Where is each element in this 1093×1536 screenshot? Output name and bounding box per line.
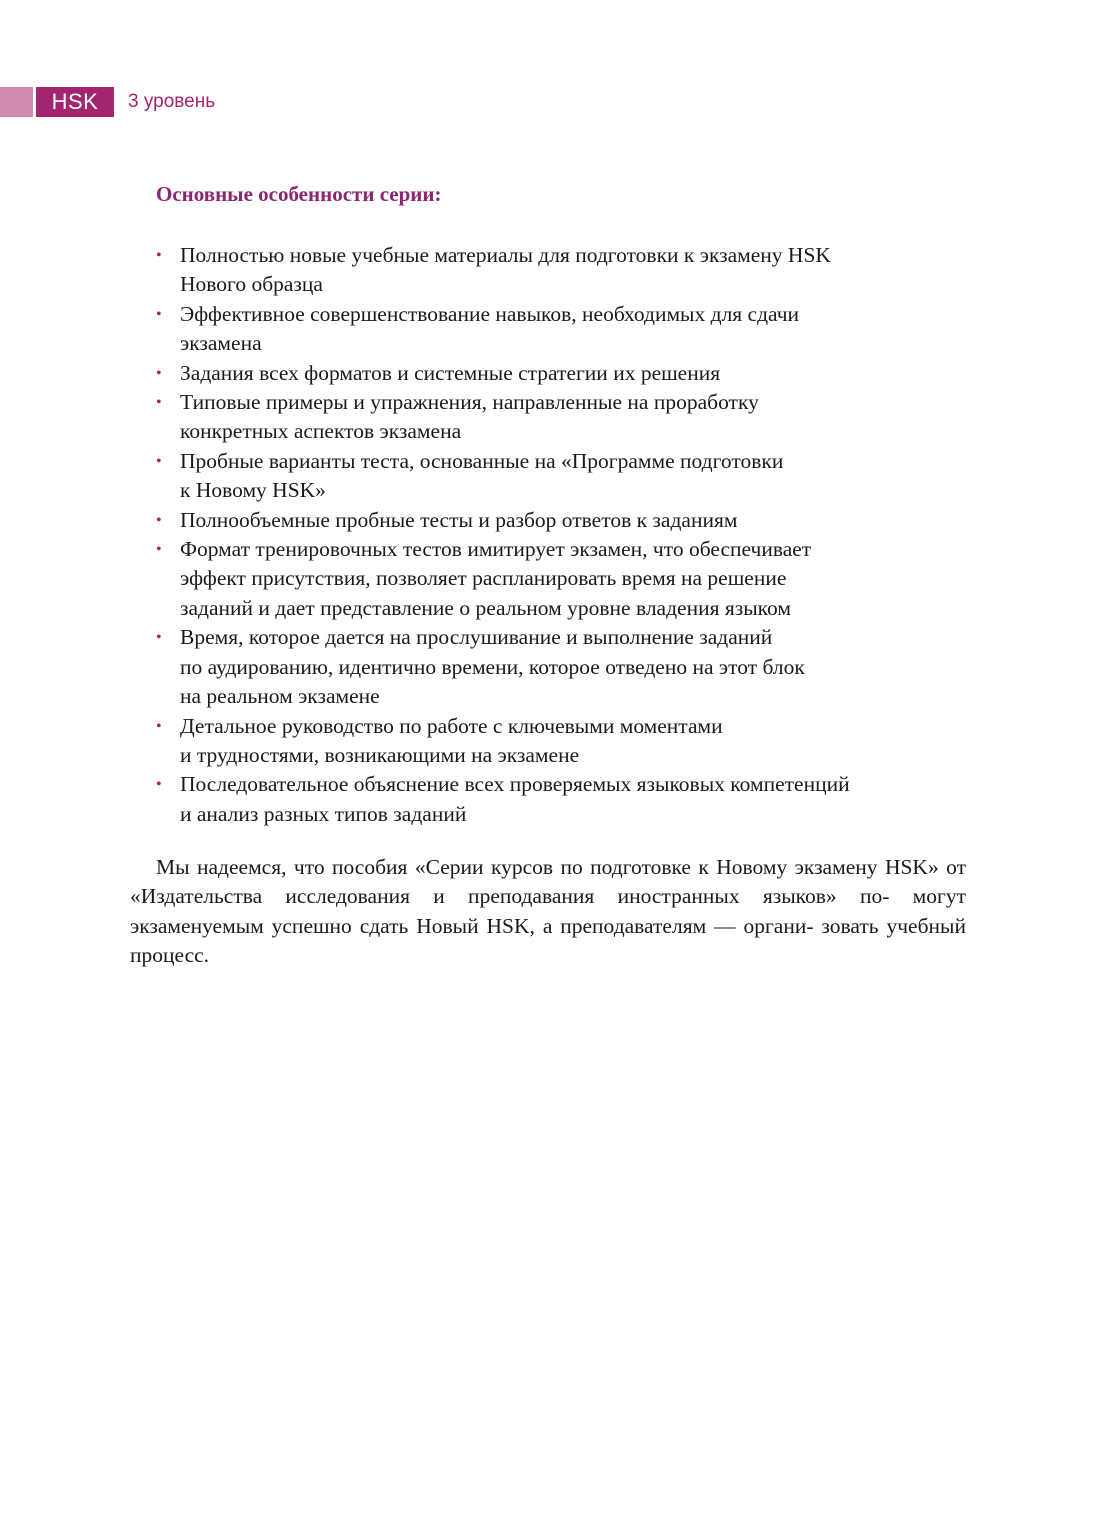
list-item bbox=[156, 506, 966, 535]
hsk-badge: HSK bbox=[36, 87, 114, 117]
list-item-line: Детальное руководство по работе с ключевыми моментами bbox=[180, 713, 723, 738]
list-item-line: к Новому HSK» bbox=[180, 478, 326, 503]
section-title: Основные особенности серии: bbox=[156, 182, 442, 206]
paragraph-line: Мы надеемся, что пособия «Серии курсов по подготовке к Новому экзамену bbox=[156, 855, 878, 879]
list-item-line: по аудированию, идентично времени, которое отведено на этот блок bbox=[180, 654, 805, 679]
list-item-line: и трудностями, возникающими на экзамене bbox=[180, 742, 580, 767]
list-item-line: экзамена bbox=[180, 331, 262, 356]
list-item bbox=[156, 535, 966, 623]
list-item bbox=[156, 447, 966, 506]
bullet-icon: • bbox=[156, 247, 162, 264]
list-item-line: и анализ разных типов заданий bbox=[180, 801, 467, 826]
bullet-icon: • bbox=[156, 776, 162, 794]
list-item-line: Формат тренировочных тестов имитирует экзамен, что обеспечивает bbox=[180, 537, 812, 562]
closing-paragraph bbox=[130, 853, 966, 971]
list-item-line: Полнообъемные пробные тесты и разбор ответов к заданиям bbox=[180, 507, 738, 532]
bullet-icon: • bbox=[156, 394, 162, 412]
bullet-icon: • bbox=[156, 364, 162, 382]
bullet-icon: • bbox=[156, 629, 162, 647]
list-item bbox=[156, 300, 966, 359]
bullet-icon: • bbox=[156, 305, 162, 323]
header-accent-stripe bbox=[0, 87, 33, 117]
level-label: 3 уровень bbox=[128, 91, 216, 112]
list-item-line: Время, которое дается на прослушивание и выполнение заданий bbox=[180, 625, 773, 650]
list-item-line: Эффективное совершенствование навыков, необходимых для сдачи bbox=[180, 301, 800, 326]
list-item-line: Типовые примеры и упражнения, направленные на проработку bbox=[180, 390, 759, 415]
list-item bbox=[156, 623, 966, 711]
paragraph-line: зовать учебный процесс. bbox=[130, 913, 966, 968]
list-item-line: заданий и дает представление о реальном уровне владения языком bbox=[180, 595, 791, 620]
feature-list bbox=[156, 241, 966, 829]
list-item bbox=[156, 359, 966, 388]
bullet-icon: • bbox=[156, 452, 162, 470]
list-item-line: Нового образца bbox=[180, 272, 323, 297]
list-item-line: конкретных аспектов экзамена bbox=[180, 419, 462, 444]
list-item bbox=[156, 388, 966, 447]
list-item-line: Пробные варианты теста, основанные на «Программе подготовки bbox=[180, 448, 784, 473]
list-item-line: Полностью новые учебные материалы для подготовки к экзамену HSK bbox=[180, 243, 831, 267]
paragraph-line: HSK» от «Издательства исследования и преподавания иностранных языков» по- bbox=[130, 855, 967, 909]
list-item-line: Последовательное объяснение всех проверяемых языковых компетенций bbox=[180, 772, 850, 797]
list-item bbox=[156, 241, 966, 300]
bullet-icon: • bbox=[156, 717, 162, 735]
list-item-line: на реальном экзамене bbox=[180, 684, 380, 709]
list-item bbox=[156, 712, 966, 771]
paragraph-line: могут экзаменуемым успешно сдать Новый HSK, а преподавателям — органи- bbox=[130, 884, 966, 938]
page-header bbox=[0, 87, 215, 117]
list-item-line: Задания всех форматов и системные стратегии их решения bbox=[180, 360, 721, 385]
list-item bbox=[156, 770, 966, 829]
list-item-line: эффект присутствия, позволяет распланировать время на решение bbox=[180, 566, 787, 591]
bullet-icon: • bbox=[156, 511, 162, 529]
bullet-icon: • bbox=[156, 541, 162, 559]
